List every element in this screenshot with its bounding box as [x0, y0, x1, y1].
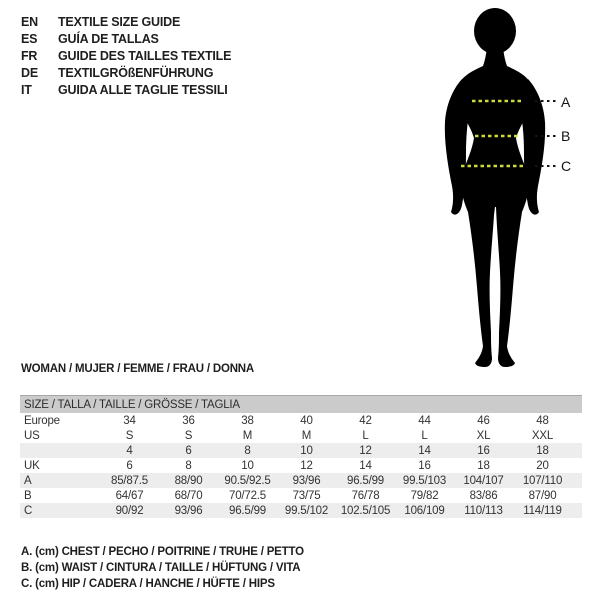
language-row-de — [21, 64, 231, 81]
table-cell: 99.5/102 — [284, 504, 329, 517]
section-title-woman: WOMAN / MUJER / FEMME / FRAU / DONNA — [21, 363, 255, 375]
table-cell: 14 — [418, 444, 431, 457]
table-cell: 93/96 — [174, 504, 203, 517]
language-title: TEXTILGRÖßENFÜHRUNG — [58, 65, 214, 80]
language-title: TEXTILE SIZE GUIDE — [58, 14, 181, 29]
table-row-waist-b — [20, 488, 582, 503]
language-title: GUÍA DE TALLAS — [58, 31, 159, 46]
row-label: B — [24, 489, 32, 502]
chest-marker-label: A — [561, 94, 571, 110]
language-row-it — [21, 81, 231, 98]
measurement-legend — [21, 544, 304, 592]
table-cell: 64/67 — [115, 489, 144, 502]
table-cell: 88/90 — [174, 474, 203, 487]
table-row-europe — [20, 413, 582, 428]
table-cell: 79/82 — [410, 489, 439, 502]
table-row-chest-a — [20, 473, 582, 488]
language-list — [21, 13, 231, 98]
table-cell: 18 — [477, 459, 490, 472]
size-table — [20, 395, 582, 518]
language-title: GUIDE DES TAILLES TEXTILE — [58, 48, 232, 63]
language-code: FR — [21, 48, 38, 63]
table-cell: 10 — [241, 459, 254, 472]
table-cell: 10 — [300, 444, 313, 457]
table-cell: 40 — [300, 414, 313, 427]
table-cell: 16 — [418, 459, 431, 472]
table-cell: 42 — [359, 414, 372, 427]
language-row-es — [21, 30, 231, 47]
row-label: C — [24, 504, 33, 517]
table-row-us-numeric — [20, 443, 582, 458]
table-cell: 90.5/92.5 — [224, 474, 271, 487]
language-code: DE — [21, 65, 38, 80]
table-cell: 38 — [241, 414, 254, 427]
table-cell: 4 — [126, 444, 133, 457]
table-cell: 73/75 — [292, 489, 321, 502]
table-cell: 6 — [185, 444, 192, 457]
table-cell: 96.5/99 — [229, 504, 266, 517]
legend-waist: B. (cm) WAIST / CINTURA / TAILLE / HÜFTUNG / VITA — [21, 562, 301, 574]
table-cell: 102.5/105 — [340, 504, 391, 517]
table-cell: 36 — [182, 414, 195, 427]
table-cell: 107/110 — [522, 474, 563, 487]
row-label: UK — [24, 459, 40, 472]
table-cell: 12 — [300, 459, 313, 472]
table-cell: 8 — [185, 459, 192, 472]
table-cell: 68/70 — [174, 489, 203, 502]
table-cell: 99.5/103 — [402, 474, 447, 487]
table-cell: 46 — [477, 414, 490, 427]
table-cell: 96.5/99 — [347, 474, 384, 487]
table-cell: S — [125, 429, 134, 442]
table-cell: 48 — [536, 414, 549, 427]
language-code: EN — [21, 14, 38, 29]
table-cell: S — [184, 429, 193, 442]
table-row-hip-c — [20, 503, 582, 518]
table-cell: 12 — [359, 444, 372, 457]
language-code: IT — [21, 82, 32, 97]
woman-silhouette — [425, 0, 600, 375]
table-cell: 6 — [126, 459, 133, 472]
table-cell: 93/96 — [292, 474, 321, 487]
table-cell: 114/119 — [523, 504, 562, 517]
table-cell: 104/107 — [463, 474, 504, 487]
table-cell: 90/92 — [115, 504, 144, 517]
table-cell: 83/86 — [469, 489, 498, 502]
table-cell: XXL — [531, 429, 554, 442]
table-cell: 85/87.5 — [111, 474, 148, 487]
waist-marker-label: B — [561, 128, 571, 144]
silhouette-body — [456, 38, 534, 367]
table-cell: M — [301, 429, 312, 442]
table-cell: 14 — [359, 459, 372, 472]
table-cell: XL — [476, 429, 491, 442]
table-cell: 8 — [244, 444, 251, 457]
row-label: Europe — [24, 414, 60, 427]
language-row-en — [21, 13, 231, 30]
table-row-us — [20, 428, 582, 443]
table-cell: 44 — [418, 414, 431, 427]
woman-silhouette-figure — [425, 0, 600, 375]
table-cell: 106/109 — [404, 504, 445, 517]
row-label: A — [24, 474, 32, 487]
table-cell: 16 — [477, 444, 490, 457]
language-row-fr — [21, 47, 231, 64]
table-cell: L — [362, 429, 369, 442]
table-row-uk — [20, 458, 582, 473]
hip-marker-label: C — [561, 158, 572, 174]
language-title: GUIDA ALLE TAGLIE TESSILI — [58, 82, 228, 97]
table-cell: 34 — [123, 414, 136, 427]
table-cell: 87/90 — [528, 489, 557, 502]
row-label: US — [24, 429, 40, 442]
size-table-header: SIZE / TALLA / TAILLE / GRÖSSE / TAGLIA — [20, 395, 582, 413]
table-cell: 76/78 — [351, 489, 380, 502]
legend-chest: A. (cm) CHEST / PECHO / POITRINE / TRUHE / PETTO — [21, 546, 304, 558]
table-cell: L — [421, 429, 428, 442]
legend-hip: C. (cm) HIP / CADERA / HANCHE / HÜFTE / HIPS — [21, 578, 275, 590]
table-cell: M — [242, 429, 253, 442]
table-cell: 70/72.5 — [229, 489, 266, 502]
table-cell: 20 — [536, 459, 549, 472]
table-cell: 110/113 — [464, 504, 503, 517]
language-code: ES — [21, 31, 38, 46]
table-cell: 18 — [536, 444, 549, 457]
